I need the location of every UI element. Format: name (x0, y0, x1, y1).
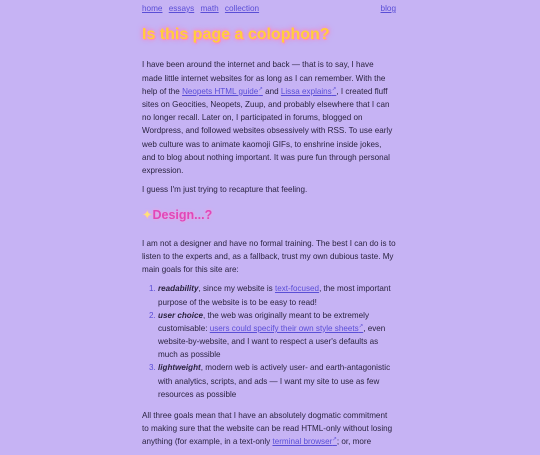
lissa-explains-link-label: Lissa explains (280, 86, 332, 96)
goal-term: user choice (158, 310, 203, 320)
list-item (158, 309, 396, 362)
lissa-explains-link[interactable] (281, 87, 336, 96)
goals-list (142, 282, 396, 401)
terminal-browser-link-label: terminal browser (272, 437, 333, 447)
user-style-sheets-link-label: users could specify their own style sheets (209, 323, 359, 333)
nav-home-link[interactable]: home (142, 4, 163, 13)
intro-text-c: , I created fluff sites on Geocities, Neopets, Zuup, and probably elsewhere that I can no longer recall. Later on, I participated in forums, blogged on Wordpress, and followed websites obsessively with RSS. To use early web culture was to animate kaomoji GIFs, to enshrine inside jokes, and to blog about nothing important. It was pure fun through personal expression. (142, 86, 393, 175)
list-item (158, 282, 396, 308)
intro-paragraph (142, 58, 396, 177)
design-paragraph: I am not a designer and have no formal training. The best I can do is to listen to the experts and, as a fallback, trust my own dubious taste. My main goals for this site are: (142, 238, 396, 275)
nav-math-link[interactable]: math (200, 4, 219, 13)
neopets-guide-link-label: Neopets HTML guide (182, 86, 259, 96)
goal-text-b: , even website-by-website, and I want to respect a user's defaults as much as possible (158, 323, 386, 360)
text-focused-link[interactable]: text-focused (274, 284, 320, 294)
main-content (142, 24, 396, 455)
section-heading-text: Design...? (152, 208, 213, 223)
intro-text-a: I have been around the internet and back — that is to say, I have made little internet websites for as long as I can remember. With the help of the (142, 60, 386, 96)
commitment-text-a: All three goals mean that I have an absolutely dogmatic commitment to making sure that the website can be read HTML-only without losing anything (for example, in a text-only (142, 411, 393, 447)
goal-term: lightweight (158, 363, 201, 373)
commitment-text-b: ; or, more (336, 437, 372, 447)
goal-text-a: , modern web is actively user- and earth-antagonistic with analytics, scripts, and ads — I want my site to use as few resources as possible (158, 363, 391, 399)
intro-text-b: and (262, 86, 281, 96)
nav-essays-link[interactable]: essays (168, 4, 195, 13)
goal-text-b: , the most important purpose of the website is to be easy to read! (158, 284, 391, 307)
external-link-icon: ↗ (258, 86, 263, 93)
intro-paragraph-2: I guess I'm just trying to recapture that feeling. (142, 185, 308, 195)
goal-term: readability (158, 284, 199, 294)
nav-collection-link[interactable]: collection (224, 4, 260, 13)
nav-blog-link[interactable]: blog (380, 4, 396, 13)
goal-text-a: , the web was originally meant to be extremely customisable: (158, 310, 370, 333)
external-link-icon: ↗ (358, 323, 364, 330)
list-item (158, 361, 396, 401)
sparkle-icon: ✦ (142, 208, 153, 223)
neopets-guide-link[interactable] (182, 87, 263, 96)
terminal-browser-link[interactable] (272, 437, 336, 446)
commitment-paragraph (142, 409, 396, 449)
external-link-icon: ↗ (331, 86, 337, 93)
external-link-icon: ↗ (332, 436, 337, 443)
goal-text-a: , since my website is (198, 284, 275, 294)
page-title: Is this page a colophon? (142, 26, 330, 43)
top-nav (142, 2, 396, 14)
section-heading-design (142, 207, 396, 225)
user-style-sheets-link[interactable] (210, 324, 364, 333)
